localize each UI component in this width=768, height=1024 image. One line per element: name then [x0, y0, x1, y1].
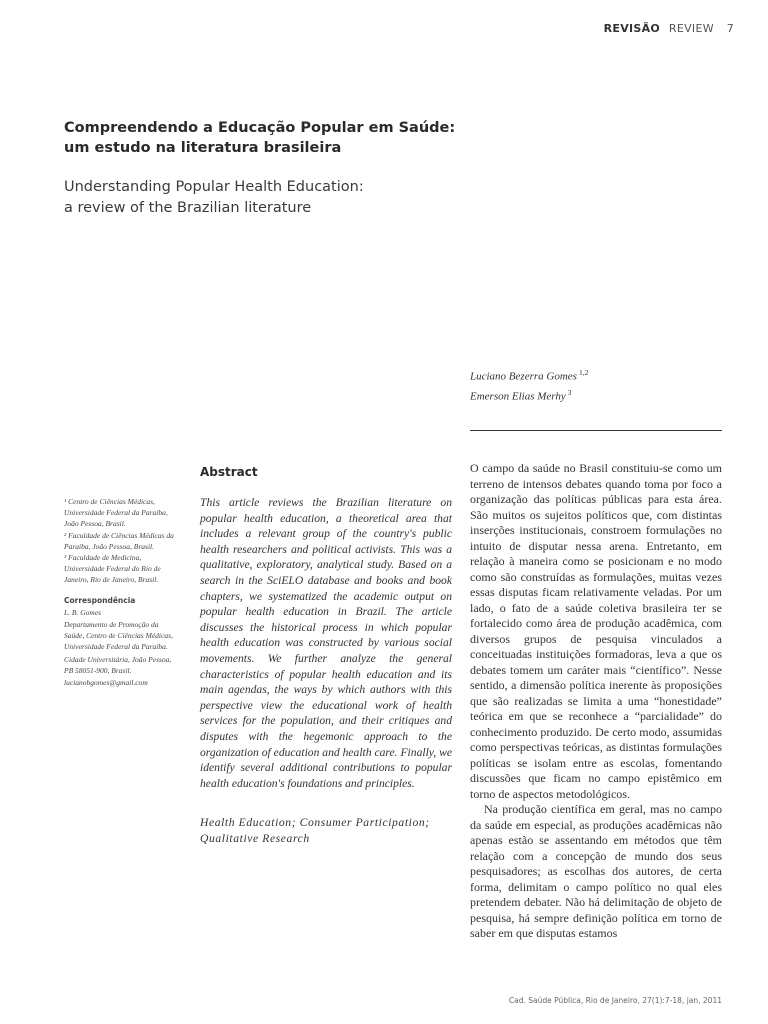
author-divider — [470, 430, 722, 431]
title-en-line: Understanding Popular Health Education: — [64, 179, 364, 195]
running-header — [604, 22, 734, 35]
correspondence-line: Cidade Universitária, João Pessoa, PB 58051-900, Brasil. — [64, 654, 172, 675]
author — [470, 365, 588, 385]
author-affiliation-ref: 1,2 — [578, 368, 589, 377]
title-pt-line: um estudo na literatura brasileira — [64, 140, 342, 156]
affiliation: ² Faculdade de Ciências Médicas da Paraíba, João Pessoa, Brasil. — [64, 530, 174, 551]
section-label-en: REVIEW — [668, 22, 714, 35]
correspondence-heading: Correspondência — [64, 595, 136, 605]
body-text — [470, 461, 722, 942]
title-en-line: a review of the Brazilian literature — [64, 200, 312, 216]
affiliation: ¹ Centro de Ciências Médicas, Universidade Federal da Paraíba, João Pessoa, Brasil. — [64, 497, 168, 529]
author-name: Emerson Elias Merhy — [470, 390, 566, 403]
body-paragraph: Na produção científica em geral, mas no campo da saúde em especial, as produções acadêmicas não apenas estão se assentando em métodos que têm relação com a concepção de mundo dos seus pesquisadores; as escolhas dos autores, de certa forma, delimitam o campo político no qual eles pretendem debater. Não há delimitação de objeto de pesquisa, há sempre definição política em torno de saber em que disputas estamos — [470, 802, 722, 940]
author — [470, 385, 588, 405]
section-label: REVISÃO — [603, 22, 661, 35]
body-paragraph: O campo da saúde no Brasil constituiu-se como um terreno de intensos debates quando toma por foco a organização das políticas públicas para esta área. São muitos os sujeitos políticos que, com distintas inserções institucionais, constroem formulações no intuito de disputar nessa arena. Entretanto, em relação à maneira como se posicionam e no modo como são construídas as formulações, muitas vezes essas disputas ficam relativamente veladas. Por um lado, o fato de a saúde coletiva brasileira ter se fortalecido como área de produção acadêmica, com diversos grupos de pesquisa vinculados a conceituadas instituições formadoras, leva a que os debates tomem um caráter mais “científico”. Nesse sentido, a dimensão política inerente às proposições que são realizadas se limita a uma “honestidade” teórica em que se reconhece a “parcialidade” do conhecimento produzido. De certo modo, assumidas como perspectivas teóricas, as distintas formulações políticas se isolam entre as escolas, fomentando discussões que ficam no campo epistêmico em torno de aspectos metodológicos. — [470, 461, 722, 801]
author-list — [470, 365, 588, 404]
page-number: 7 — [726, 22, 734, 35]
keywords: Health Education; Consumer Participation; Qualitative Research — [200, 816, 430, 845]
footer-citation: Cad. Saúde Pública, Rio de Janeiro, 27(1):7-18, jan, 2011 — [508, 996, 722, 1005]
affiliation: ³ Faculdade de Medicina, Universidade Federal do Rio de Janeiro, Rio de Janeiro, Brasil. — [64, 553, 161, 585]
author-name: Luciano Bezerra Gomes — [470, 370, 577, 383]
title-pt-line: Compreendendo a Educação Popular em Saúde: — [64, 120, 456, 136]
abstract-heading: Abstract — [200, 465, 258, 479]
correspondence-line: Departamento de Promoção da Saúde, Centro de Ciências Médicas, Universidade Federal da Paraíba. — [64, 620, 173, 652]
correspondence-email: lucianobgomes@gmail.com — [64, 678, 148, 688]
article-title-en — [64, 177, 544, 219]
affiliations-sidebar — [64, 496, 180, 688]
article-title-pt — [64, 118, 544, 158]
abstract-text: This article reviews the Brazilian literature on popular health education, a theoretical area that includes a relevant group of the country's public health researchers and political activists. This was a qualitative, exploratory, analytical study. Based on a search in the SciELO database and books and book chapters, we systematized the academic output on popular health education in Brazil. The article discusses the historical process in which popular health education was constructed by various social movements. We further analyze the general characteristics of popular health education and its main agendas, the ways by which authors with this perspective view the educational work of health services for the population, and their critiques and disputes with the hegemonic approach to the organization of education and health care. Finally, we identify several additional contributions to popular health education's foundations and principles. — [200, 496, 452, 790]
author-affiliation-ref: 3 — [567, 387, 572, 397]
correspondence-line: L. B. Gomes — [64, 607, 102, 617]
